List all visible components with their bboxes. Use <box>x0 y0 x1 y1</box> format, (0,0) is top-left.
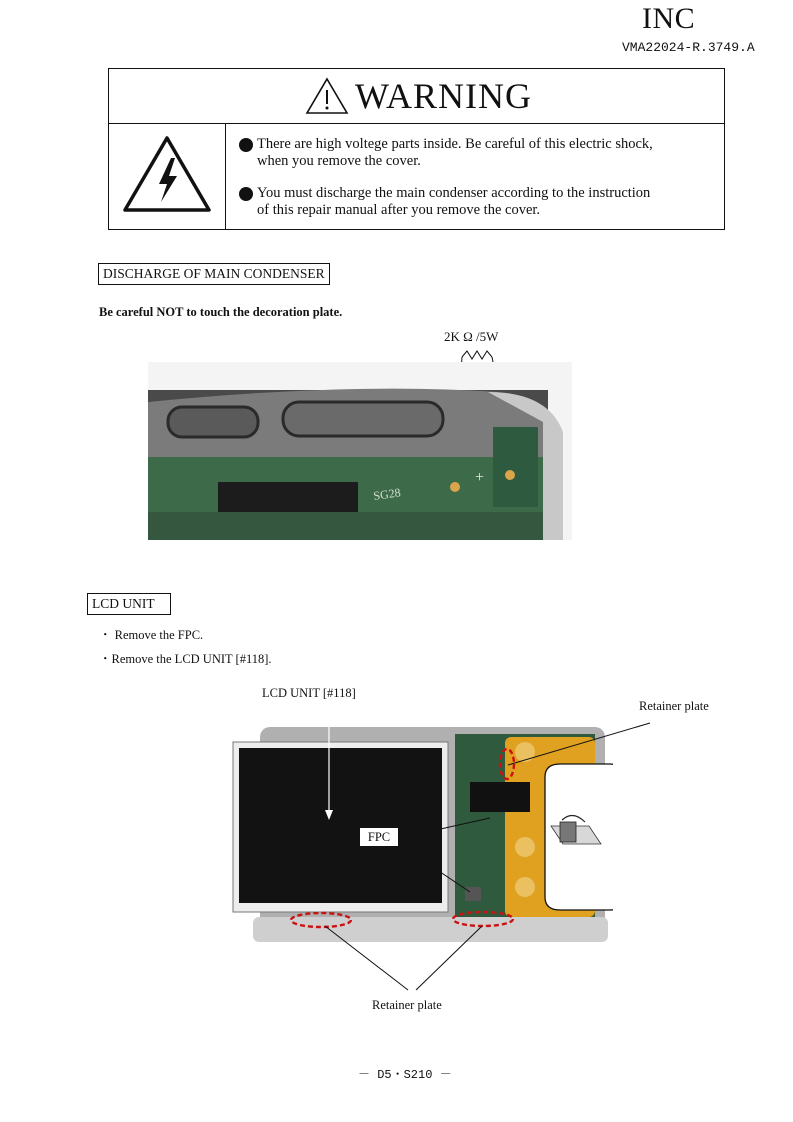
retainer-plate-bottom-label: Retainer plate <box>372 998 442 1012</box>
discharge-section-label: DISCHARGE OF MAIN CONDENSER <box>98 263 330 285</box>
caution-text: Be careful NOT to touch the decoration plate. <box>99 305 343 319</box>
fpc-label: FPC <box>360 828 398 846</box>
lcd-step-1: ・ Remove the FPC. <box>99 628 204 642</box>
warning-bullet-1-line1: There are high voltege parts inside. Be careful of this electric shock, <box>257 136 653 152</box>
warning-bullet-1-line2: when you remove the cover. <box>257 153 421 169</box>
retainer-plate-top-label: Retainer plate <box>639 699 709 713</box>
lcd-step-2: ・Remove the LCD UNIT [#118]. <box>99 652 272 666</box>
lcd-unit-label: LCD UNIT [#118] <box>262 686 356 700</box>
page-number: － D5・S210 － <box>358 1068 452 1082</box>
lcd-section-label: LCD UNIT <box>87 593 171 615</box>
warning-bullet-2-line1: You must discharge the main condenser according to the instruction <box>257 185 651 201</box>
svg-text:SG28: SG28 <box>372 485 402 503</box>
resistor-label: 2K Ω /5W <box>444 329 499 344</box>
warning-bullet-2-line2: of this repair manual after you remove the cover. <box>257 202 541 218</box>
brand-logo: INC <box>642 2 696 35</box>
warning-title-text: WARNING <box>355 76 532 116</box>
svg-text:+: + <box>475 469 485 486</box>
document-id: VMA22024-R.3749.A <box>622 40 755 55</box>
